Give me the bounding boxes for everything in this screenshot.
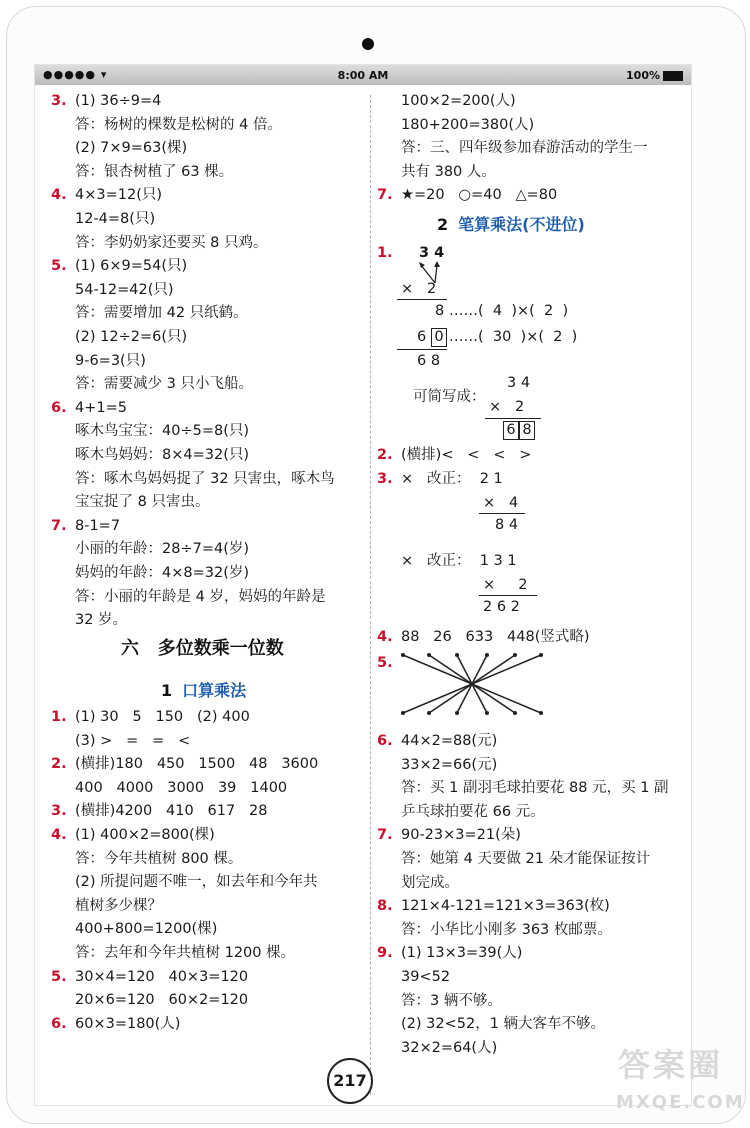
item-number: 6.	[51, 399, 67, 416]
answer-line: 答：她第 4 天要做 21 朵才能保证按计	[401, 851, 651, 867]
item-number: 6.	[51, 1015, 67, 1032]
calc-result: 6 8	[417, 353, 441, 369]
short-form-label: 可简写成：	[413, 389, 486, 405]
answer-line: 划完成。	[401, 874, 459, 891]
answer-line: 啄木鸟宝宝：40÷5=8(只)	[75, 423, 250, 440]
answer-line: 宝宝捉了 8 只害虫。	[75, 494, 210, 511]
column-divider	[370, 95, 371, 1095]
answer-line: 180+200=380(人)	[401, 116, 535, 133]
answer-line: 答：今年共植树 800 棵。	[75, 850, 243, 867]
answer-line: 答：小华比小刚多 363 枚邮票。	[401, 921, 612, 938]
answer-line: 400 4000 3000 39 1400	[75, 779, 288, 796]
item-number: 3.	[51, 803, 67, 820]
answer-line: 54-12=42(只)	[75, 281, 174, 298]
answer-line: 答：杨树的棵数是松树的 4 倍。	[75, 116, 282, 133]
item-number: 7.	[377, 187, 393, 204]
item-number: 5.	[377, 655, 393, 671]
item-number: 1.	[51, 709, 67, 725]
answer-line: 121×4-121=121×3=363(枚)	[401, 898, 610, 915]
status-time: 8:00 AM	[337, 69, 389, 82]
section-title: 六 多位数乘一位数	[121, 638, 284, 659]
answer-line: (1) 36÷9=4	[75, 93, 162, 109]
item-number: 7.	[377, 827, 393, 844]
calc-partial-2: 6	[417, 329, 427, 345]
page-screen	[34, 64, 692, 1106]
item-number: 6.	[377, 733, 393, 749]
answer-line: 啄木鸟妈妈：8×4=32(只)	[75, 447, 250, 463]
answer-line: (横排)180 450 1500 48 3600	[75, 756, 319, 773]
answer-line: 20×6=120 60×2=120	[75, 992, 249, 1009]
item-number: 4.	[51, 187, 67, 204]
short-multiplier: × 2	[489, 399, 525, 415]
answer-line: 12-4=8(只)	[75, 211, 156, 227]
short-multiplicand: 3 4	[507, 375, 531, 391]
answer-line: 8-1=7	[75, 517, 121, 534]
subsection-title-2: 2 笔算乘法(不进位)	[437, 215, 585, 234]
answer-line: 妈妈的年龄：4×8=32(岁)	[75, 565, 250, 581]
fix1-result: 8 4	[495, 517, 519, 533]
answer-line: 32×2=64(人)	[401, 1039, 498, 1056]
answer-line: (2) 所提问题不唯一，如去年和今年共	[75, 874, 318, 891]
answer-line: × 改正： 2 1	[401, 471, 503, 487]
answer-line: 答：需要增加 42 只纸鹤。	[75, 305, 248, 322]
answer-line: (1) 6×9=54(只)	[75, 258, 188, 275]
calc-line	[485, 418, 541, 419]
short-result-box: 8	[519, 421, 535, 440]
item-number: 2.	[377, 447, 393, 463]
answer-line: 90-23×3=21(朵)	[401, 827, 521, 844]
watermark-logo: 答案圈 MXQE.COM	[616, 1046, 745, 1113]
answer-line: (1) 13×3=39(人)	[401, 945, 523, 962]
answer-line: 30×4=120 40×3=120	[75, 968, 249, 985]
fix1-multiplier: × 4	[483, 495, 519, 511]
battery-indicator: 100%	[626, 69, 683, 82]
answer-line: (1) 30 5 150 (2) 400	[75, 709, 250, 725]
answer-line: 答：啄木鸟妈妈捉了 32 只害虫，啄木鸟	[75, 470, 335, 487]
answer-line: 共有 380 人。	[401, 163, 496, 180]
calc-partial-1-note: ……( 4 )×( 2 )	[449, 303, 569, 319]
answer-line: 88 26 633 448(竖式略)	[401, 629, 590, 645]
item-number: 7.	[51, 517, 67, 534]
calc-line	[479, 595, 537, 596]
answer-line: 39<52	[401, 969, 451, 985]
answer-line: (2) 12÷2=6(只)	[75, 329, 188, 345]
subsection-title-1: 1 口算乘法	[161, 681, 247, 700]
item-number: 5.	[51, 968, 67, 985]
answer-line: 9-6=3(只)	[75, 352, 146, 369]
answer-line: 答：需要减少 3 只小飞船。	[75, 376, 253, 393]
item-number: 9.	[377, 945, 393, 962]
answer-line: 4+1=5	[75, 399, 127, 416]
answer-line: 答：去年和今年共植树 1200 棵。	[75, 945, 296, 961]
answer-line: (2) 7×9=63(棵)	[75, 140, 188, 157]
answer-line: 4×3=12(只)	[75, 187, 163, 204]
answer-line: 33×2=66(元)	[401, 756, 498, 773]
item-number: 3.	[51, 93, 67, 109]
answer-line: (3) > = = <	[75, 732, 191, 749]
calc-partial-2-box: 0	[431, 328, 447, 347]
calc-line	[397, 299, 447, 300]
answer-line: 答：李奶奶家还要买 8 只鸡。	[75, 234, 268, 251]
answer-line: 400+800=1200(棵)	[75, 921, 218, 938]
answer-line: 44×2=88(元)	[401, 733, 498, 749]
item-number: 5.	[51, 258, 67, 275]
matching-lines-diagram	[397, 647, 547, 721]
answer-line: 植树多少棵？	[75, 897, 162, 914]
answer-line: 小丽的年龄：28÷7=4(岁)	[75, 541, 250, 558]
calc-line	[479, 513, 525, 514]
item-number: 4.	[377, 629, 393, 645]
calc-partial-1: 8	[435, 303, 445, 319]
item-number: 2.	[51, 756, 67, 773]
camera-dot	[362, 38, 374, 50]
page-number: 217	[327, 1058, 373, 1104]
calc-multiplicand: 3 4	[419, 245, 445, 261]
answer-line: (2) 32<52，1 辆大客车不够。	[401, 1016, 606, 1033]
battery-icon	[663, 71, 683, 81]
item-number: 3.	[377, 471, 393, 487]
answer-line: 答：小丽的年龄是 4 岁，妈妈的年龄是	[75, 588, 326, 605]
answer-line: (横排)4200 410 617 28	[75, 803, 268, 820]
calc-multiplier: × 2	[401, 281, 437, 297]
answer-line: 答：三、四年级参加春游活动的学生一	[401, 140, 648, 157]
calc-partial-2-note: ……( 30 )×( 2 )	[449, 329, 578, 345]
answer-line: 答：3 辆不够。	[401, 992, 502, 1009]
answer-line: 乒乓球拍要花 66 元。	[401, 803, 545, 820]
answer-line: 100×2=200(人)	[401, 93, 516, 109]
item-number: 8.	[377, 898, 393, 915]
item-number: 4.	[51, 827, 67, 843]
short-result-box: 6	[503, 421, 519, 440]
signal-indicator: ●●●●● ▾	[43, 68, 108, 81]
fix2-label: × 改正： 1 3 1	[401, 553, 517, 569]
answer-line: 32 岁。	[75, 612, 128, 629]
answer-line: (横排)< < < >	[401, 447, 532, 463]
calc-line	[397, 349, 447, 350]
answer-line: 60×3=180(人)	[75, 1015, 181, 1032]
fix2-multiplier: × 2	[483, 577, 528, 593]
answer-line: 答：银杏树植了 63 棵。	[75, 163, 234, 180]
item-number: 1.	[377, 245, 393, 261]
fix2-result: 2 6 2	[483, 599, 520, 615]
answer-line: 答：买 1 副羽毛球拍要花 88 元，买 1 副	[401, 780, 669, 797]
status-bar	[35, 65, 691, 85]
answer-line: ★=20 ○=40 △=80	[401, 187, 558, 204]
answer-line: (1) 400×2=800(棵)	[75, 827, 215, 843]
